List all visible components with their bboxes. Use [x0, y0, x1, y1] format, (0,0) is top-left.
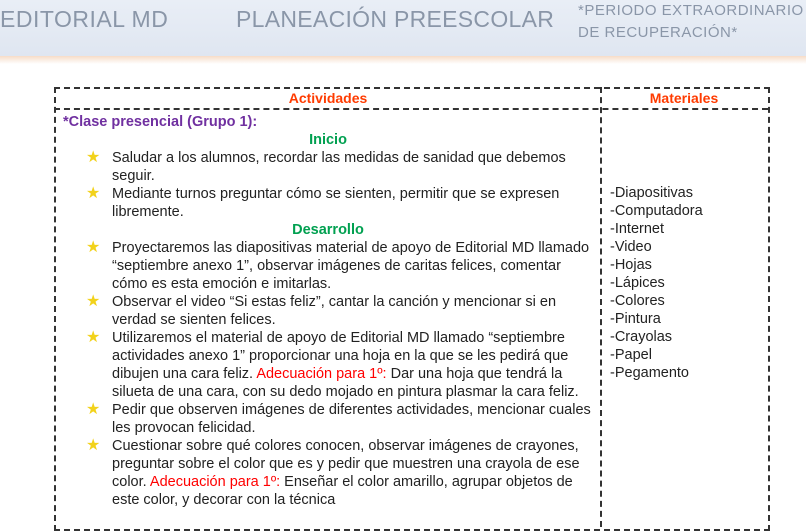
- activities-column-header: Actividades: [288, 90, 368, 106]
- list-item: [63, 149, 593, 185]
- adecuacion-text: Dar una hoja que tendrá la silueta de una cara, con su dedo mojado en pintura plasmar la cara feliz.: [112, 366, 579, 400]
- section-inicio: Inicio: [309, 132, 347, 148]
- adecuacion-text: Enseñar el color amarillo, agrupar objetos de este color, y decorar con la técnica: [112, 474, 573, 508]
- section-desarrollo: Desarrollo: [292, 222, 364, 238]
- material-item: -Diapositivas: [610, 185, 693, 201]
- material-item: -Colores: [610, 293, 665, 309]
- class-label: *Clase presencial (Grupo 1):: [63, 114, 258, 130]
- list-item: [63, 239, 593, 293]
- material-item: -Lápices: [610, 275, 665, 291]
- document-title: PLANEACIÓN PREESCOLAR: [236, 6, 555, 32]
- list-item-text: Saludar a los alumnos, recordar las medidas de sanidad que debemos seguir.: [112, 150, 566, 184]
- star-bullet-icon: ★: [86, 149, 101, 166]
- material-item: -Papel: [610, 347, 652, 363]
- activities-cell: [63, 113, 593, 509]
- list-item: [63, 401, 593, 437]
- star-bullet-icon: ★: [86, 437, 101, 454]
- column-divider: [600, 87, 602, 527]
- adecuacion-label: Adecuación para 1º:: [149, 474, 281, 490]
- material-item: -Pintura: [610, 311, 661, 327]
- material-item: -Crayolas: [610, 329, 673, 345]
- publisher-name: EDITORIAL MD: [0, 6, 169, 32]
- period-note-line1: *PERIODO EXTRAORDINARIO: [578, 2, 804, 19]
- period-note-line2: DE RECUPERACIÓN*: [578, 24, 738, 41]
- list-item-text: Utilizaremos el material de apoyo de Editorial MD llamado “septiembre actividades anexo 1” proporcionar una hoja en la que se les pedirá que dibujen una cara feliz.: [112, 330, 569, 382]
- list-item-text: Cuestionar sobre qué colores conocen, observar imágenes de crayones, preguntar sobre el color que es y pedir que muestren una crayola de ese color.: [112, 438, 580, 490]
- list-item: [63, 185, 593, 221]
- list-item-text: Observar el video “Si estas feliz”, cantar la canción y mencionar si en verdad se sienten felices.: [112, 294, 557, 328]
- header-row-divider: [54, 108, 768, 110]
- star-bullet-icon: ★: [86, 329, 101, 346]
- list-item: [63, 293, 593, 329]
- material-item: -Computadora: [610, 203, 703, 219]
- header-shadow: [0, 56, 806, 64]
- star-bullet-icon: ★: [86, 293, 101, 310]
- list-item-text: Pedir que observen imágenes de diferentes actividades, mencionar cuales les provocan felicidad.: [112, 402, 591, 436]
- star-bullet-icon: ★: [86, 401, 101, 418]
- list-item-text: Proyectaremos las diapositivas material de apoyo de Editorial MD llamado “septiembre anexo 1”, observar imágenes de caritas felices, comentar cómo es esta emoción e imitarlas.: [112, 240, 590, 292]
- period-note: [578, 0, 804, 44]
- material-item: -Internet: [610, 221, 664, 237]
- adecuacion-label: Adecuación para 1º:: [256, 366, 387, 382]
- materials-column-header: Materiales: [649, 90, 719, 106]
- material-item: -Pegamento: [610, 365, 689, 381]
- star-bullet-icon: ★: [86, 185, 101, 202]
- list-item: [63, 329, 593, 401]
- material-item: -Video: [610, 239, 652, 255]
- material-item: -Hojas: [610, 257, 652, 273]
- list-item: [63, 437, 593, 509]
- materials-cell: [610, 184, 703, 382]
- list-item-text: Mediante turnos preguntar cómo se sienten, permitir que se expresen libremente.: [112, 186, 560, 220]
- star-bullet-icon: ★: [86, 239, 101, 256]
- page-header: [0, 0, 806, 57]
